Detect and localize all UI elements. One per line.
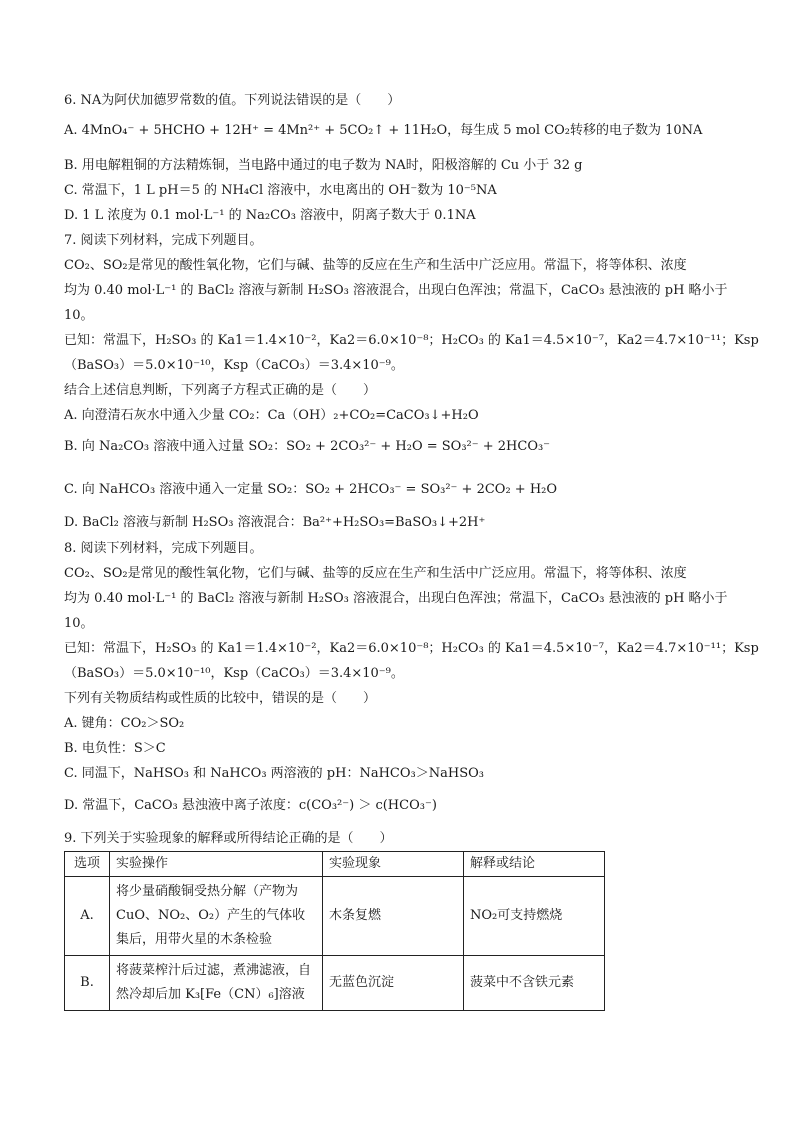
option-a: A. 键角：CO₂＞SO₂ <box>64 716 185 731</box>
question-stem: 8. 阅读下列材料，完成下列题目。 <box>64 541 263 556</box>
table-header-cell: 实验操作 <box>110 852 323 877</box>
option-a: A. 4MnO₄⁻ + 5HCHO + 12H⁺ = 4Mn²⁺ + 5CO₂↑ + 11H₂O，每生成 5 mol CO₂转移的电子数为 10NA <box>64 123 703 138</box>
option-c: C. 常温下，1 L pH＝5 的 NH₄Cl 溶液中，水电离出的 OH⁻数为 10⁻⁵NA <box>64 183 497 198</box>
known-line: 已知：常温下，H₂SO₃ 的 Ka1＝1.4×10⁻²，Ka2＝6.0×10⁻⁸；H₂CO₃ 的 Ka1＝4.5×10⁻⁷，Ka2＝4.7×10⁻¹¹；Ksp <box>64 641 759 656</box>
table-cell: 菠菜中不含铁元素 <box>464 956 605 1011</box>
question-stem: 6. NA为阿伏加德罗常数的值。下列说法错误的是（ ） <box>64 93 401 108</box>
table-cell: 将菠菜榨汁后过滤，煮沸滤液，自然冷却后加 K₃[Fe（CN）₆]溶液 <box>110 956 323 1011</box>
material-line: 10。 <box>64 308 94 323</box>
material-line: 10。 <box>64 616 94 631</box>
table-header-cell: 解释或结论 <box>464 852 605 877</box>
table-header-cell: 实验现象 <box>323 852 464 877</box>
material-line: CO₂、SO₂是常见的酸性氧化物，它们与碱、盐等的反应在生产和生活中广泛应用。常温下，将等体积、浓度 <box>64 566 687 581</box>
table-cell: 无蓝色沉淀 <box>323 956 464 1011</box>
table-row <box>65 877 605 956</box>
table-cell: A. <box>65 877 110 956</box>
option-b: B. 用电解粗铜的方法精炼铜，当电路中通过的电子数为 NA时，阳极溶解的 Cu 小于 32 g <box>64 158 583 173</box>
option-d: D. 常温下，CaCO₃ 悬浊液中离子浓度：c(CO₃²⁻) ＞ c(HCO₃⁻) <box>64 798 437 813</box>
question-ask: 结合上述信息判断，下列离子方程式正确的是（ ） <box>64 383 377 398</box>
question-stem: 7. 阅读下列材料，完成下列题目。 <box>64 233 263 248</box>
table-cell: NO₂可支持燃烧 <box>464 877 605 956</box>
option-d: D. BaCl₂ 溶液与新制 H₂SO₃ 溶液混合：Ba²⁺+H₂SO₃=BaSO₃↓+2H⁺ <box>64 515 486 530</box>
material-line: CO₂、SO₂是常见的酸性氧化物，它们与碱、盐等的反应在生产和生活中广泛应用。常温下，将等体积、浓度 <box>64 258 687 273</box>
known-line: （BaSO₃）＝5.0×10⁻¹⁰，Ksp（CaCO₃）＝3.4×10⁻⁹。 <box>64 358 404 373</box>
table-cell: 将少量硝酸铜受热分解（产物为CuO、NO₂、O₂）产生的气体收集后，用带火星的木条检验 <box>110 877 323 956</box>
option-b: B. 电负性：S＞C <box>64 741 166 756</box>
table-row <box>65 956 605 1011</box>
option-c: C. 向 NaHCO₃ 溶液中通入一定量 SO₂：SO₂ + 2HCO₃⁻ = SO₃²⁻ + 2CO₂ + H₂O <box>64 482 558 497</box>
option-b: B. 向 Na₂CO₃ 溶液中通入过量 SO₂：SO₂ + 2CO₃²⁻ + H₂O = SO₃²⁻ + 2HCO₃⁻ <box>64 439 551 454</box>
table-cell: B. <box>65 956 110 1011</box>
experiment-table <box>64 851 605 1011</box>
known-line: 已知：常温下，H₂SO₃ 的 Ka1＝1.4×10⁻²，Ka2＝6.0×10⁻⁸；H₂CO₃ 的 Ka1＝4.5×10⁻⁷，Ka2＝4.7×10⁻¹¹；Ksp <box>64 333 759 348</box>
option-a: A. 向澄清石灰水中通入少量 CO₂：Ca（OH）₂+CO₂=CaCO₃↓+H₂O <box>64 408 479 423</box>
material-line: 均为 0.40 mol·L⁻¹ 的 BaCl₂ 溶液与新制 H₂SO₃ 溶液混合，出现白色浑浊；常温下，CaCO₃ 悬浊液的 pH 略小于 <box>64 283 728 298</box>
table-header-cell: 选项 <box>65 852 110 877</box>
question-stem: 9. 下列关于实验现象的解释或所得结论正确的是（ ） <box>64 831 393 846</box>
option-d: D. 1 L 浓度为 0.1 mol·L⁻¹ 的 Na₂CO₃ 溶液中，阴离子数大于 0.1NA <box>64 208 476 223</box>
material-line: 均为 0.40 mol·L⁻¹ 的 BaCl₂ 溶液与新制 H₂SO₃ 溶液混合，出现白色浑浊；常温下，CaCO₃ 悬浊液的 pH 略小于 <box>64 591 728 606</box>
option-c: C. 同温下，NaHSO₃ 和 NaHCO₃ 两溶液的 pH：NaHCO₃＞NaHSO₃ <box>64 766 484 781</box>
question-ask: 下列有关物质结构或性质的比较中，错误的是（ ） <box>64 691 377 706</box>
table-header-row <box>65 852 605 877</box>
table-cell: 木条复燃 <box>323 877 464 956</box>
known-line: （BaSO₃）＝5.0×10⁻¹⁰，Ksp（CaCO₃）＝3.4×10⁻⁹。 <box>64 666 404 681</box>
